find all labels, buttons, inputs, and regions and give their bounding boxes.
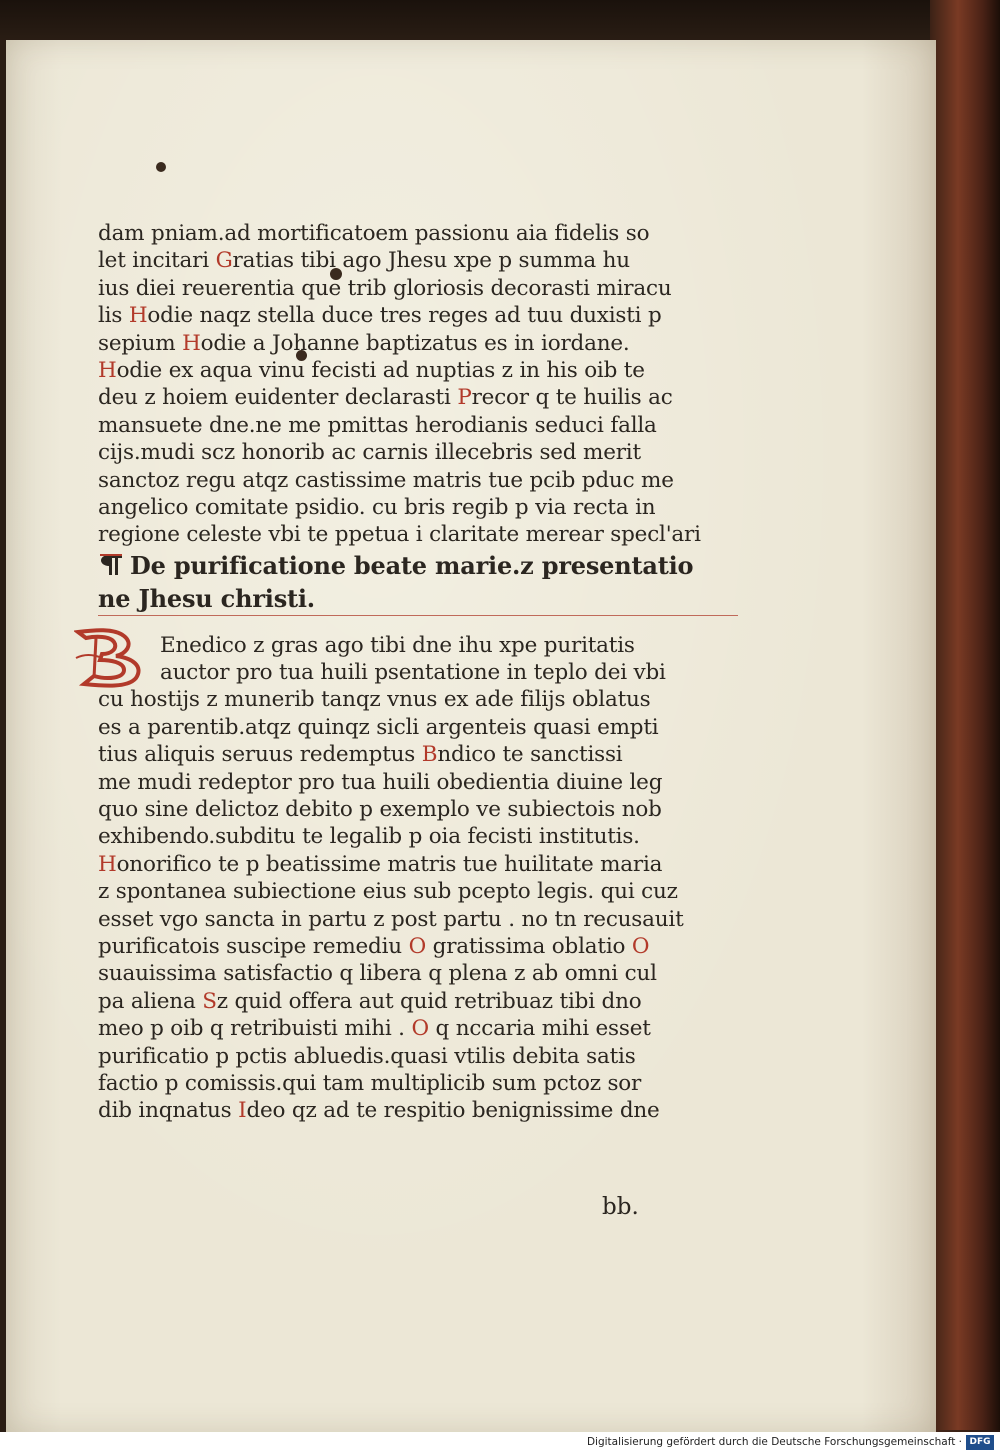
text-line: meo p oib q retribuisti mihi . O q nccaria mihi esset (98, 1016, 651, 1042)
heading-text: De purificatione beate marie.z presentatio (130, 550, 694, 580)
section-heading-line-1 (98, 549, 748, 582)
paragraph-epiphany (98, 220, 748, 549)
catchword: bb. (602, 1194, 639, 1220)
text-line: ius diei reuerentia que trib gloriosis decorasti miracu (98, 275, 672, 301)
dfg-logo: DFG (966, 1435, 994, 1450)
text-line: suauissima satisfactio q libera q plena z ab omni cul (98, 961, 657, 987)
text-line: purificatio p pctis abluedis.quasi vtilis debita satis (98, 1043, 636, 1069)
paragraph-lines (98, 632, 748, 1125)
text-line: Honorifico te p beatissime matris tue huilitate maria (98, 851, 663, 877)
text-line: cijs.mudi scz honorib ac carnis illecebris sed merit (98, 440, 641, 466)
text-line: quo sine delictoz debito p exemplo ve subiectois nob (98, 797, 662, 823)
text-line: auctor pro tua huili psentatione in teplo dei vbi (160, 660, 666, 686)
text-block (98, 220, 748, 1125)
text-line: tius aliquis seruus redemptus Bndico te sanctissi (98, 742, 623, 768)
text-line: pa aliena Sz quid offera aut quid retribuaz tibi dno (98, 988, 642, 1014)
text-line: Enedico z gras ago tibi dne ihu xpe puritatis (160, 632, 635, 658)
text-line: sepium Hodie a Johanne baptizatus es in iordane. (98, 330, 630, 356)
funding-notice: Digitalisierung gefördert durch die Deutsche Forschungsgemeinschaft · (586, 1436, 962, 1448)
text-line: purificatois suscipe remediu O gratissima oblatio O (98, 933, 650, 959)
text-line: me mudi redeptor pro tua huili obedientia diuine leg (98, 769, 663, 795)
text-line: dam pniam.ad mortificatoem passionu aia fidelis so (98, 221, 650, 246)
paragraph-purification (98, 632, 748, 1125)
pilcrow-icon (98, 553, 126, 577)
footer-bar (0, 1432, 1000, 1454)
text-line: mansuete dne.ne me pmittas herodianis seduci falla (98, 412, 657, 438)
book-edge (930, 0, 1000, 1430)
text-line: let incitari Gratias tibi ago Jhesu xpe p summa hu (98, 248, 630, 274)
text-line: dib inqnatus Ideo qz ad te respitio benignissime dne (98, 1098, 660, 1124)
text-line: sanctoz regu atqz castissime matris tue pcib pduc me (98, 467, 674, 493)
manuscript-page (6, 40, 936, 1432)
text-line: regione celeste vbi te ppetua i claritate merear specl'ari (98, 522, 701, 548)
section-heading-line-2 (98, 582, 738, 616)
text-line: z spontanea subiectione eius sub pcepto legis. qui cuz (98, 879, 678, 905)
text-line: Hodie ex aqua vinu fecisti ad nuptias z in his oib te (98, 357, 645, 383)
ink-spot (156, 162, 166, 172)
text-line: lis Hodie naqz stella duce tres reges ad tuu duxisti p (98, 303, 662, 329)
text-line: es a parentib.atqz quinqz sicli argenteis quasi empti (98, 714, 659, 740)
text-line: cu hostijs z munerib tanqz vnus ex ade filijs oblatus (98, 687, 651, 713)
scan-top-band (0, 0, 1000, 42)
text-line: factio p comissis.qui tam multiplicib sum pctoz sor (98, 1070, 642, 1096)
text-line: exhibendo.subditu te legalib p oia fecisti institutis. (98, 824, 640, 850)
decorated-initial-b-icon (74, 628, 150, 688)
text-line: esset vgo sancta in partu z post partu . no tn recusauit (98, 906, 684, 932)
text-line: deu z hoiem euidenter declarasti Precor q te huilis ac (98, 385, 673, 411)
heading-text: ne Jhesu christi. (98, 583, 315, 613)
text-line: angelico comitate psidio. cu bris regib p via recta in (98, 494, 656, 520)
